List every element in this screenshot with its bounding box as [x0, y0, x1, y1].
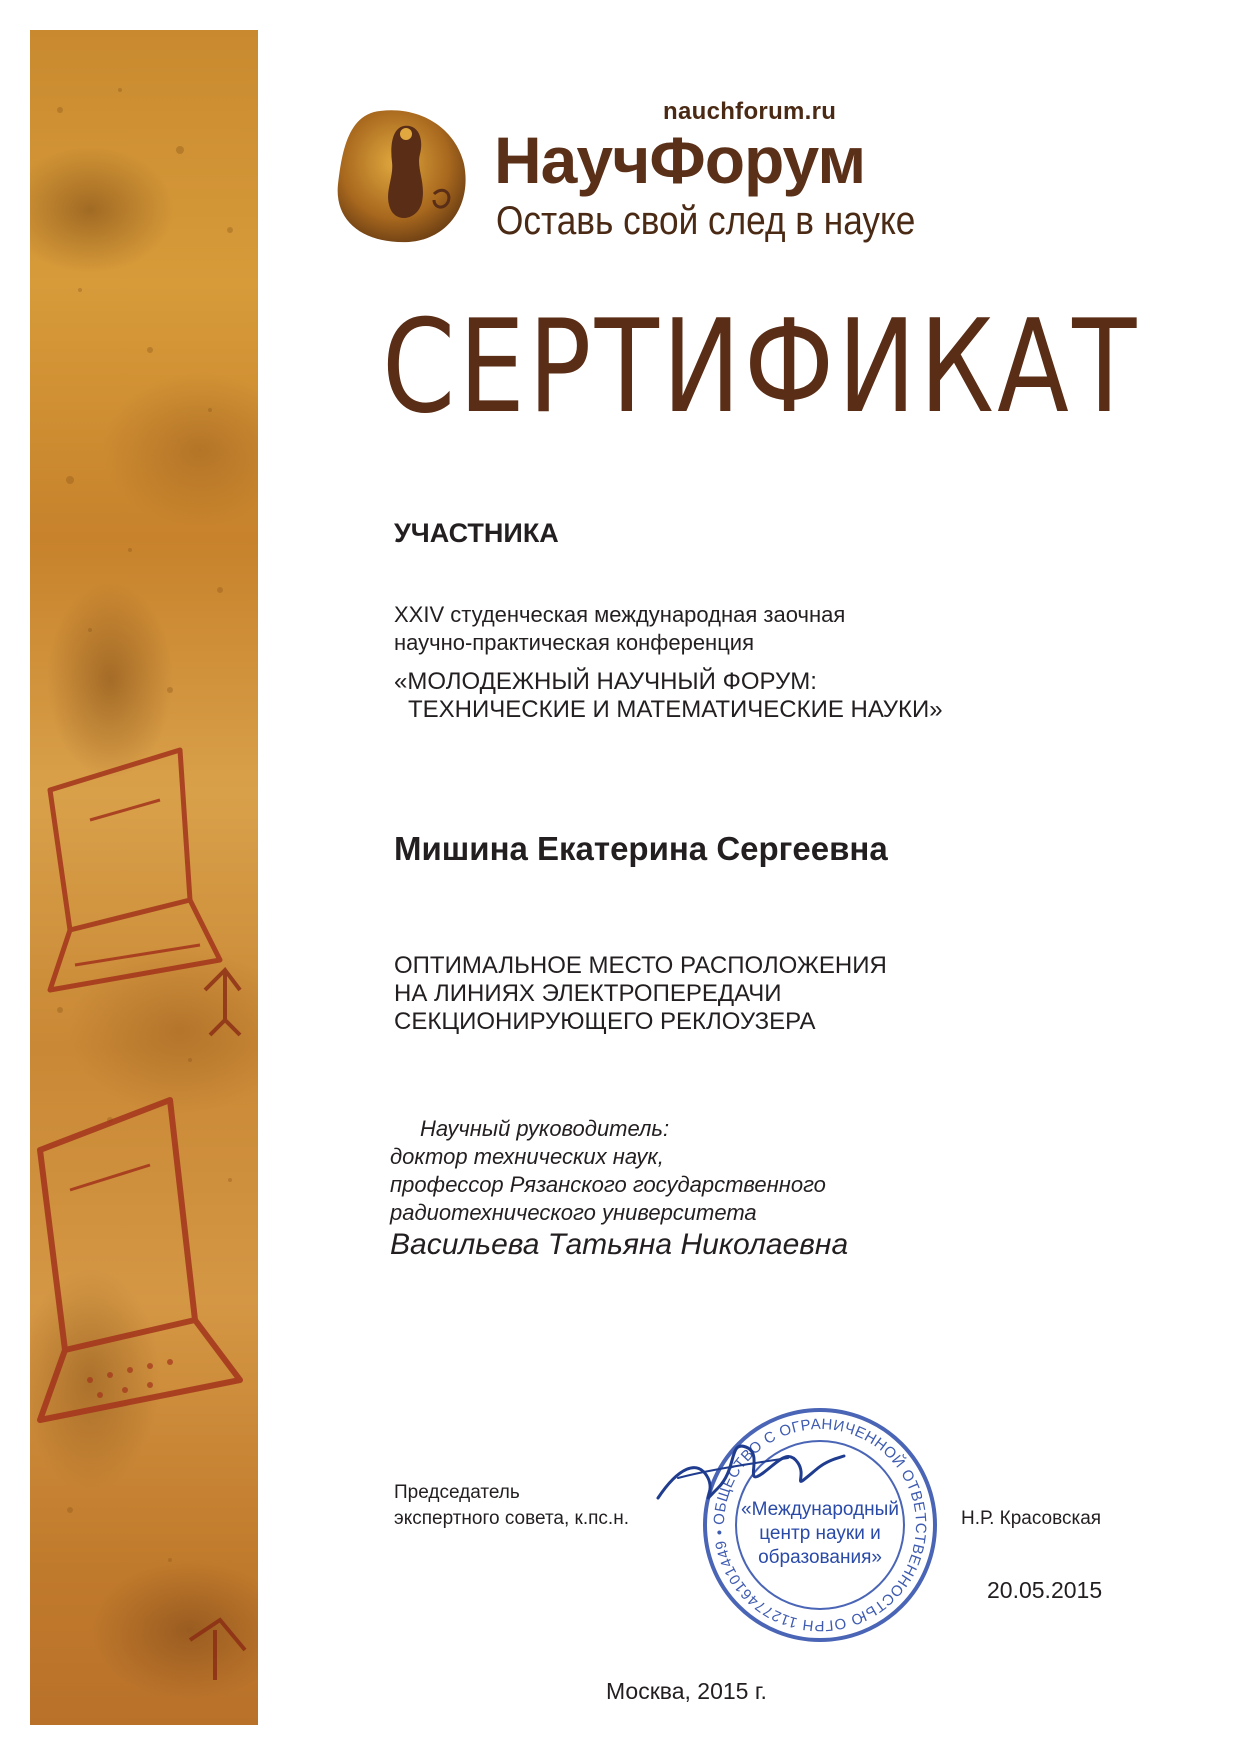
signature — [648, 1418, 848, 1538]
topic-line1: ОПТИМАЛЬНОЕ МЕСТО РАСПОЛОЖЕНИЯ — [394, 952, 887, 979]
topic-line3: СЕКЦИОНИРУЮЩЕГО РЕКЛОУЗЕРА — [394, 1008, 816, 1035]
brand-name: НаучФорум — [494, 123, 866, 197]
participant-label: УЧАСТНИКА — [394, 518, 559, 548]
conference-title-line1: «МОЛОДЕЖНЫЙ НАУЧНЫЙ ФОРУМ: — [394, 668, 817, 695]
stamp-outer-text: ОБЩЕСТВО С ОГРАНИЧЕННОЙ ОТВЕТСТВЕННОСТЬЮ ОГРН 1127746101449 • — [710, 1415, 930, 1635]
handwritten-signature-icon — [648, 1418, 848, 1538]
decorative-stone-strip — [30, 30, 258, 1725]
cave-painting-illustration — [30, 30, 258, 1725]
supervisor-label: Научный руководитель: — [420, 1116, 670, 1141]
stamp-center-line1: «Международный — [741, 1499, 899, 1520]
conference-description-line2: научно-практическая конференция — [394, 630, 755, 655]
certificate-title: СЕРТИФИКАТ — [382, 293, 1140, 442]
footprint-stone-icon — [334, 104, 472, 244]
supervisor-degree: доктор технических наук, — [390, 1144, 664, 1169]
brand-slogan: Оставь свой след в науке — [496, 199, 916, 243]
supervisor-name: Васильева Татьяна Николаевна — [390, 1228, 849, 1261]
conference-title-line2: ТЕХНИЧЕСКИЕ И МАТЕМАТИЧЕСКИЕ НАУКИ» — [408, 696, 943, 723]
city-year: Москва, 2015 г. — [606, 1678, 767, 1704]
supervisor-university: радиотехнического университета — [390, 1200, 757, 1225]
chair-name: Н.Р. Красовская — [961, 1508, 1102, 1529]
nauchforum-logo — [334, 104, 472, 244]
stamp-center-line3: образования» — [758, 1547, 882, 1568]
conference-description-line1: XXIV студенческая международная заочная — [394, 602, 846, 627]
site-url: nauchforum.ru — [663, 98, 837, 125]
topic-line2: НА ЛИНИЯХ ЭЛЕКТРОПЕРЕДАЧИ — [394, 980, 782, 1007]
chair-title-line2: экспертного совета, к.пс.н. — [394, 1508, 629, 1529]
stamp-center-line2: центр науки и — [759, 1523, 881, 1544]
chair-title-line1: Председатель — [394, 1482, 520, 1503]
issue-date: 20.05.2015 — [987, 1577, 1103, 1603]
supervisor-position: профессор Рязанского государственного — [390, 1172, 826, 1197]
participant-name: Мишина Екатерина Сергеевна — [394, 830, 888, 867]
